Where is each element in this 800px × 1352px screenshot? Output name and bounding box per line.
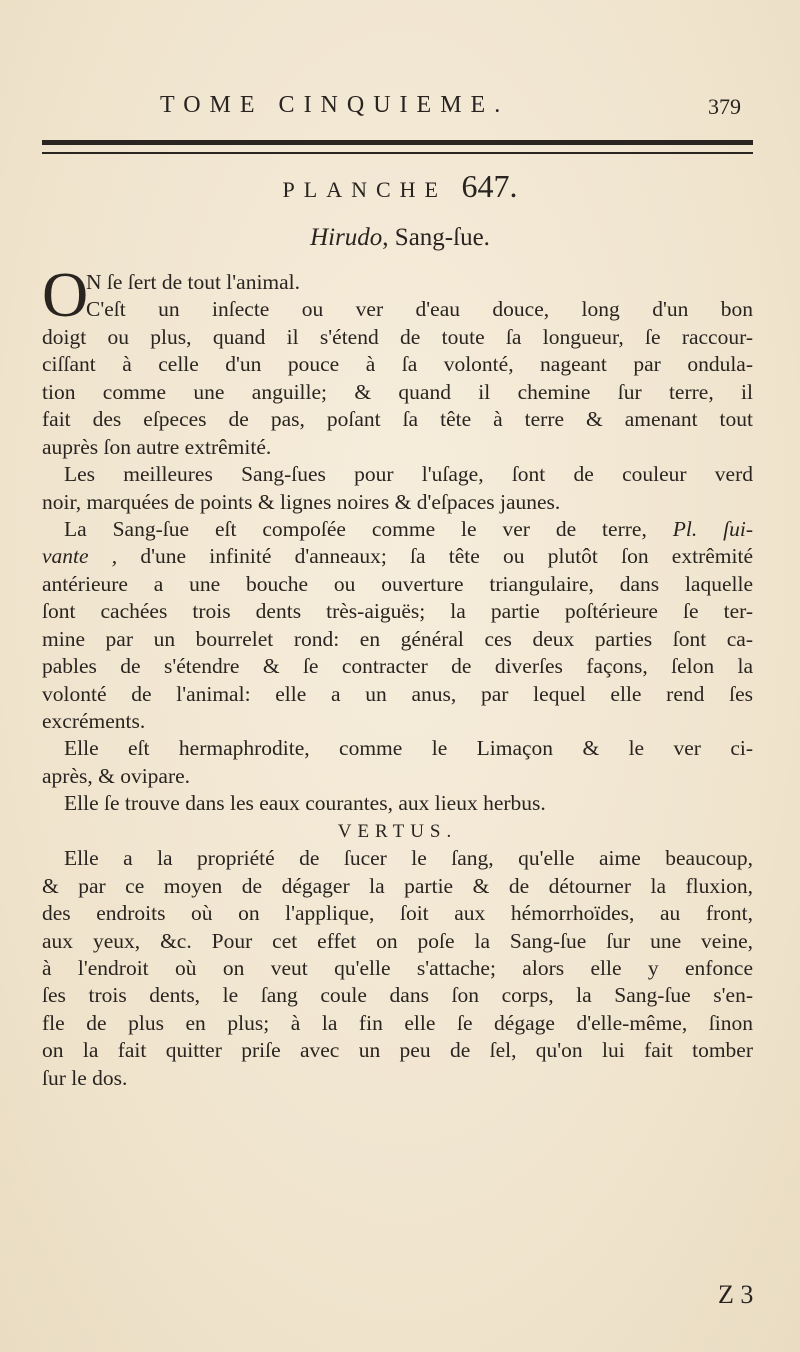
text-line: à l'endroit où on veut qu'elle s'attache; alors elle y enfonce	[42, 955, 753, 980]
page-number: 379	[708, 94, 741, 119]
plate-number: 647.	[461, 168, 518, 204]
text-line: antérieure a une bouche ou ouverture triangulaire, dans laquelle	[42, 571, 753, 596]
text-line: fait des eſpeces de pas, poſant ſa tête à terre & amenant tout	[42, 407, 753, 432]
text-line	[42, 543, 753, 570]
text-line: fle de plus en plus; à la fin elle ſe dégage d'elle-même, ſinon	[42, 1010, 753, 1035]
text-line: excréments.	[42, 709, 146, 733]
subtitle-separator: ,	[382, 224, 389, 251]
text-line: ſont cachées trois dents très-aiguës; la partie poſtérieure ſe ter-	[42, 599, 753, 624]
section-heading-vertus: VERTUS.	[337, 820, 458, 842]
text-line: ciſſant à celle d'un pouce à ſa volonté, nageant par ondula-	[42, 352, 753, 377]
text-line: après, & ovipare.	[42, 763, 191, 788]
text-line: Elle eſt hermaphrodite, comme le Limaçon & le ver ci-	[64, 736, 753, 761]
text-line: Elle a la propriété de ſucer le ſang, qu'elle aime beaucoup,	[64, 846, 753, 871]
text-line: on la fait quitter priſe avec un peu de ſel, qu'on lui fait tomber	[42, 1038, 753, 1063]
text-line: volonté de l'animal: elle a un anus, par lequel elle rend ſes	[42, 681, 753, 706]
body-text	[42, 269, 753, 1092]
header-rule-thin	[42, 152, 753, 154]
french-name: Sang-ſue.	[388, 224, 490, 251]
text-line: auprès ſon autre extrêmité.	[42, 434, 272, 459]
drop-cap: O	[42, 259, 89, 330]
plate-title	[0, 168, 800, 205]
text-line	[42, 516, 753, 543]
text-line: noir, marquées de points & lignes noires & d'eſpaces jaunes.	[42, 489, 561, 514]
subtitle	[0, 224, 800, 252]
plate-reference: vante ,	[42, 544, 118, 569]
text-line: C'eſt un inſecte ou ver d'eau douce, long d'un bon	[86, 297, 753, 322]
text-line: des endroits où on l'applique, ſoit aux hémorrhoïdes, au front,	[42, 901, 753, 926]
text-line: Les meilleures Sang-ſues pour l'uſage, ſont de couleur verd	[64, 462, 753, 487]
plate-label: PLANCHE	[282, 177, 447, 202]
text-line: pables de s'étendre & ſe contracter de diverſes façons, ſelon la	[42, 654, 753, 679]
header-rule-thick	[42, 140, 753, 145]
signature-mark: Z 3	[718, 1280, 754, 1309]
text-segment: La Sang-ſue eſt compoſée comme le ver de terre,	[64, 516, 647, 541]
text-segment: d'une infinité d'anneaux; ſa tête ou plutôt ſon extrêmité	[140, 544, 753, 569]
text-line: Elle ſe trouve dans les eaux courantes, aux lieux herbus.	[64, 791, 546, 816]
text-line: N ſe ſert de tout l'animal.	[86, 270, 301, 294]
text-line: ſur le dos.	[42, 1065, 128, 1090]
text-line: ſes trois dents, le ſang coule dans ſon corps, la Sang-ſue s'en-	[42, 983, 753, 1008]
text-line: mine par un bourrelet rond: en général ces deux parties ſont ca-	[42, 626, 753, 651]
latin-name: Hirudo	[310, 224, 383, 251]
text-line: & par ce moyen de dégager la partie & de détourner la fluxion,	[42, 873, 753, 898]
running-title: TOME CINQUIEME.	[160, 92, 510, 118]
text-line: aux yeux, &c. Pour cet effet on poſe la Sang-ſue ſur une veine,	[42, 928, 753, 953]
plate-reference: Pl. ſui-	[672, 516, 754, 541]
text-line: doigt ou plus, quand il s'étend de toute ſa longueur, ſe raccour-	[42, 324, 753, 349]
text-line: tion comme une anguille; & quand il chemine ſur terre, il	[42, 379, 753, 404]
